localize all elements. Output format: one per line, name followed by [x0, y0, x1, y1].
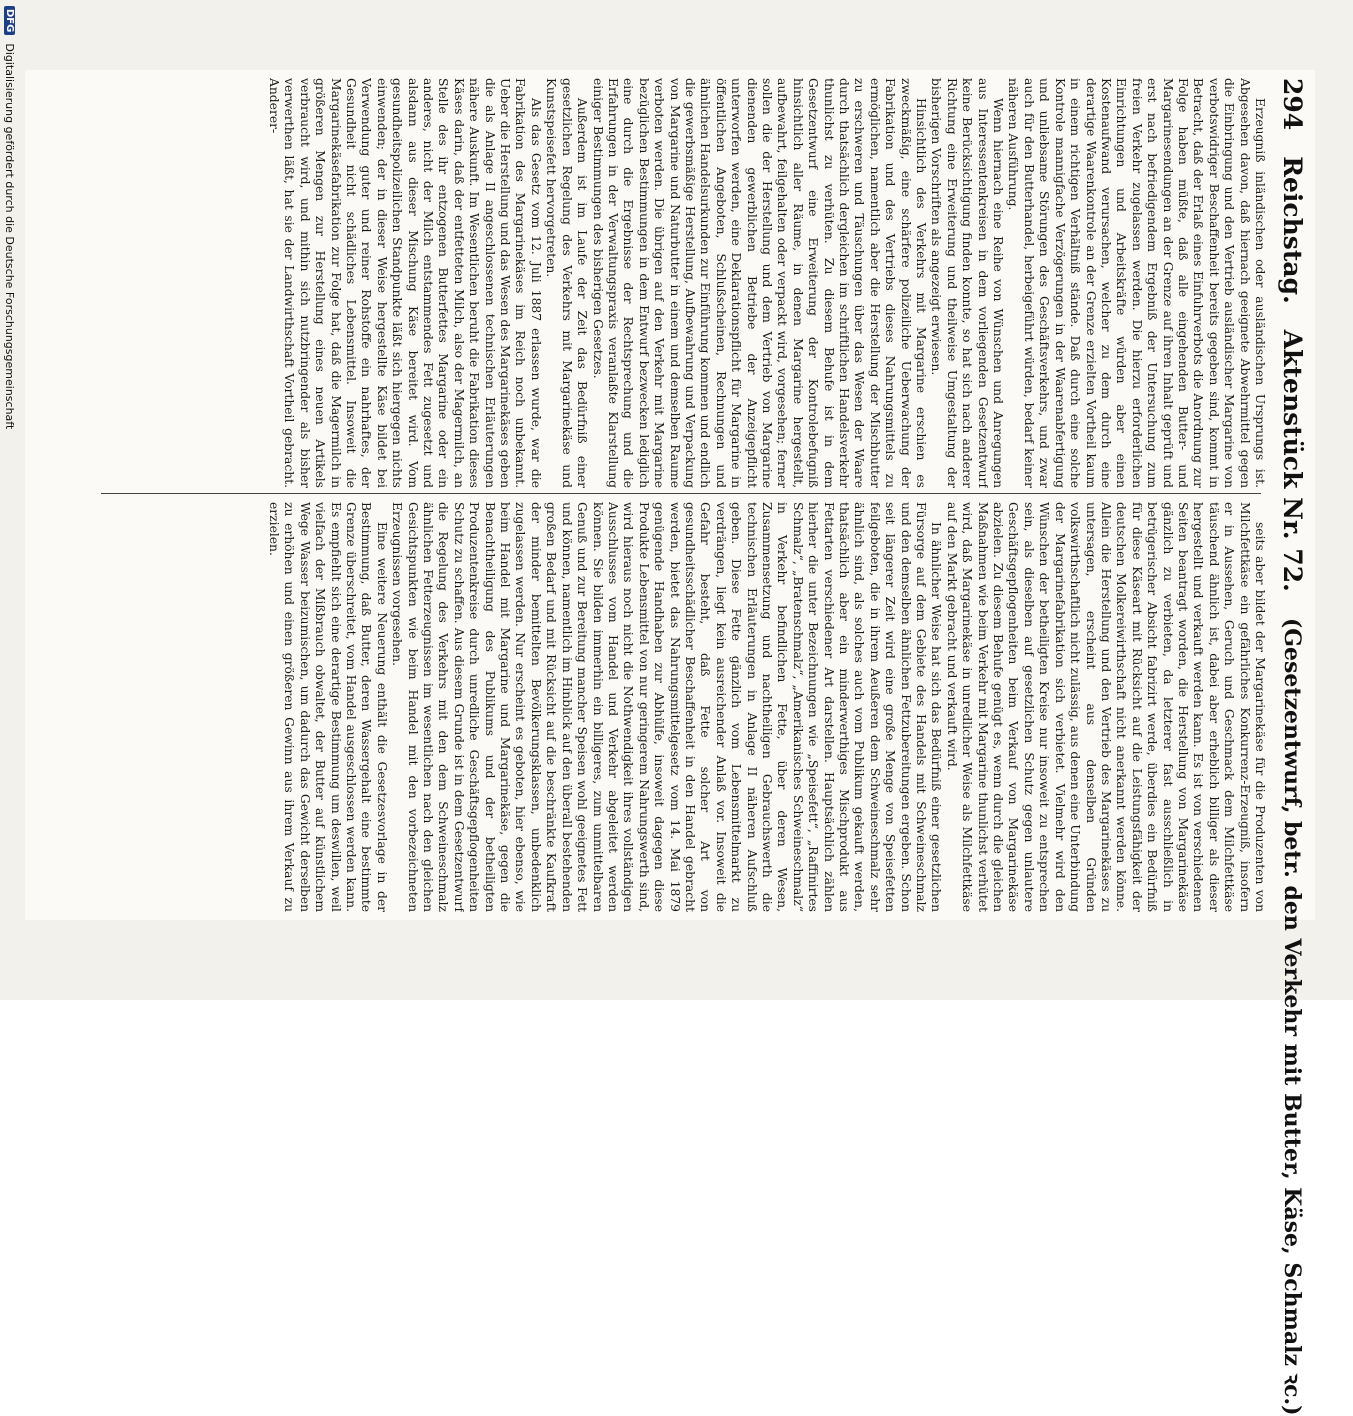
column-divider — [101, 493, 1261, 494]
page-number: 294 — [1278, 78, 1308, 131]
digitization-credit — [0, 0, 19, 1006]
paragraph: Erzeugniß inländischen oder ausländischen Ursprungs ist. Abgesehen davon, daß hiernach geeignete Abwehrmittel gegen die Einbringung und den Vertrieb ausländischer Margarine von verbotswidriger Beschaffenheit bereits gegeben sind, kommt in Betracht, daß der Erlaß eines Einfuhrverbots die Anordnung zur Folge haben müßte, daß alle eingehenden Butter- und Margarinesendungen an der Grenze auf ihren Inhalt geprüft und erst nach befriedigendem Ergebniß der Untersuchung zum freien Verkehr zugelassen werden. Die hierzu erforderlichen Einrichtungen und Arbeitskräfte würden aber einen Kostenaufwand verursachen, welcher zu dem durch eine derartige Waarenkontrole an der Grenze erzielten Vortheil kaum in einem richtigen Verhältniß stände. Daß durch eine solche Kontrole mannigfache Verzögerungen in der Waarenabfertigung und unliebsame Störungen des Geschäftsverkehrs, und zwar auch für den Butterhandel, herbeigeführt würden, bedarf keiner näheren Ausführung. — [1006, 78, 1267, 488]
paragraph: Als das Gesetz vom 12. Juli 1887 erlassen wurde, war die Fabrikation des Margarinekäses im Reich noch unbekannt. Ueber die Herstellung und das Wesen des Margarinekäses geben die als Anlage II angeschlossenen technischen Erläuterungen nähere Auskunft. Im Wesentlichen beruht die Fabrikation dieses Käses darin, daß der entfetteten Milch, also der Magermilch, an Stelle des ihr entzogenen Butterfettes Margarine oder ein anderes, nicht der Milch entstammendes Fett zugesetzt und alsdann aus dieser Mischung Käse bereitet wird. Vom gesundheitspolizeilichen Standpunkte läßt sich hiergegen nichts einwenden; der in dieser Weise hergestellte Käse bildet bei Verwendung guter und reiner Rohstoffe ein nahrhaftes, der Gesundheit nicht schädliches Lebensmittel. Insoweit die Margarinekäsefabrikation zur Folge hat, daß die Magermilch in größeren Mengen zur Herstellung eines neuen Artikels verbraucht wird, und mithin sich nutzbringender als bisher verwerthen läßt, hat sie der Landwirthschaft Vortheil gebracht. Anderer- — [267, 78, 543, 488]
document-subject: (Gesetzentwurf, betr. den Verkehr mit Butter, Käse, Schmalz ꝛc.) — [1279, 617, 1305, 1416]
dfg-logo: DFG — [4, 6, 15, 35]
right-text-column — [27, 502, 1267, 912]
paragraph: Hinsichtlich des Verkehrs mit Margarine erschien es zweckmäßig, eine schärfere polizeiliche Ueberwachung der Fabrikation und des Vertriebs dieses Nahrungsmittels zu ermöglichen, namentlich aber die Herstellung der Mischbutter zu erschweren und Täuschungen über das Wesen der Waare durch thatsächlich dergleichen im schriftlichen Handelsverkehr thunlichst zu verhüten. Zu diesem Behufe ist in dem Gesetzentwurf eine Erweiterung der Kontrolebefugniß hinsichtlich aller Räume, in denen Margarine hergestellt, aufbewahrt, feilgehalten oder verpackt wird, vorgesehen; ferner sollen die der Herstellung und dem Vertrieb von Margarine dienenden gewerblichen Betriebe der Anzeigepflicht unterworfen werden, eine Deklarationspflicht für Margarine in öffentlichen Angeboten, Schlußscheinen, Rechnungen und ähnlichen Handelsurkunden zur Einführung kommen und endlich die gewerbsmäßige Herstellung, Aufbewahrung und Verpackung von Margarine und Naturbutter in einem und demselben Raume verboten werden. Die übrigen auf den Verkehr mit Margarine bezüglichen Bestimmungen in dem Entwurf bezwecken lediglich eine durch die Ergebnisse der Rechtsprechung und die Erfahrungen in der Verwaltungspraxis veranlaßte Klarstellung einiger Bestimmungen des bisherigen Gesetzes. — [590, 78, 929, 488]
paragraph: In ähnlicher Weise hat sich das Bedürfniß einer gesetzlichen Fürsorge auf dem Gebiete des Handels mit Schweineschmalz und den demselben ähnlichen Fettzubereitungen ergeben. Schon seit längerer Zeit wird eine große Menge von Speisefetten feilgeboten, die in ihrem Aeußeren dem Schweineschmalz sehr ähnlich sind, als solches auch vom Publikum gekauft werden, thatsächlich aber ein minderwerthiges Mischprodukt aus Fettarten verschiedener Art darstellen. Hauptsächlich zählen hierher die unter Bezeichnungen wie „Speisefett“, „Raffinirtes Schmalz“, „Bratenschmalz“, „Amerikanisches Schweineschmalz“ in Verkehr befindlichen Fette, über deren Wesen, Zusammensetzung und nachtheiligen Gebrauchswerth die technischen Erläuterungen in Anlage II näheren Aufschluß geben. Diese Fette gänzlich vom Lebensmittelmarkt zu verdrängen, liegt kein ausreichender Anlaß vor. Insoweit die Gefahr besteht, daß Fette solcher Art von gesundheitsschädlicher Beschaffenheit in den Handel gebracht werden, bietet das Nahrungsmittelgesetz vom 14. Mai 1879 genügende Handhaben zur Abhülfe, insoweit dagegen diese Produkte Lebensmittel von nur geringerem Nahrungswerth sind, wird hieraus noch nicht die Nothwendigkeit ihres vollständigen Ausschlusses vom Handel und Verkehr abgeleitet werden können. Sie bilden immerhin ein billigeres, zum unmittelbaren Genuß und zur Bereitung mancher Speisen wohl geeignetes Fett und können, namentlich im Hinblick auf den überall bestehenden großen Bedarf und mit Rücksicht auf die beschränkte Kaufkraft der minder bemittelten Bevölkerungsklassen, unbedenklich zugelassen werden. Nur erscheint es geboten, hier ebenso, wie beim Handel mit Margarine und Margarinekäse, gegen die Benachtheiligung des Publikums und der betheiligten Produzentenkreise durch unredliche Geschäftsgepflogenheiten Schutz zu schaffen. Aus diesem Grunde ist in dem Gesetzentwurf die Regelung des Verkehrs mit den dem Schweineschmalz ähnlichen Fetterzeugnissen im wesentlichen nach den gleichen Gesichtspunkten wie beim Handel mit den vorbezeichneten Erzeugnissen vorgesehen. — [390, 502, 944, 912]
section-title: Reichstag. — [1278, 156, 1308, 304]
credit-text: Digitalisierung gefördert durch die Deutsche Forschungsgemeinschaft — [3, 43, 16, 430]
paragraph: Außerdem ist im Laufe der Zeit das Bedürfniß einer gesetzlichen Regelung des Verkehrs mit Margarinekäse und Kunstspeisefett hervorgetreten. — [544, 78, 590, 488]
left-text-column — [27, 78, 1267, 488]
document-number: Aktenstück Nr. 72. — [1278, 329, 1308, 592]
paragraph: seits aber bildet der Margarinekäse für die Produzenten von Milchfettkäse ein gefährliches Konkurrenz-Erzeugniß, insofern er in Aussehen, Geruch und Geschmack dem Milchfettkäse täuschend ähnlich ist, dabei aber erheblich billiger als dieser hergestellt und verkauft werden kann. Es ist von verschiedenen Seiten beantragt worden, die Herstellung von Margarinekäse gänzlich zu verbieten, da letzterer fast ausschließlich in betrügerischer Absicht fabrizirt werde, überdies ein Bedürfniß für diese Käseart mit Rücksicht auf die Leistungsfähigkeit der deutschen Molkereiwirthschaft nicht anerkannt werden könne. Allein die Herstellung und den Vertrieb des Margarinekäses zu untersagen, erscheint aus denselben Gründen volkswirthschaftlich nicht zulässig, aus denen eine Unterbindung der Margarinefabrikation sich verbietet. Vielmehr wird den Wünschen der betheiligten Kreise nur insoweit zu entsprechen sein, als dieselben auf gesetzlichen Schutz gegen unlautere Geschäftsgepflogenheiten beim Verkauf von Margarinekäse abzielen. Zu diesem Behufe genügt es, wenn durch die gleichen Maßnahmen wie beim Verkehr mit Margarine thunlichst verhütet wird, daß Margarinekäse in unredlicher Weise als Milchfettkäse auf den Markt gebracht und verkauft wird. — [944, 502, 1267, 912]
paragraph: Eine weitere Neuerung enthält die Gesetzesvorlage in der Bestimmung, daß Butter, deren Wassergehalt eine bestimmte Grenze überschreitet, vom Handel ausgeschlossen werden kann. Es empfiehlt sich eine derartige Bestimmung um deswillen, weil vielfach der Mißbrauch obwaltet, der Butter auf künstlichem Wege Wasser beizumischen, um dadurch das Gewicht derselben zu erhöhen und einen größeren Gewinn aus ihrem Verkauf zu erzielen. — [267, 502, 389, 912]
page-header — [1273, 78, 1313, 1416]
paragraph: Wenn hiernach eine Reihe von Wünschen und Anregungen aus Interessentenkreisen in dem vorliegenden Gesetzentwurf keine Berücksichtigung finden konnte, so hat sich nach anderer Richtung eine Erweiterung und theilweise Umgestaltung der bisherigen Vorschriften als angezeigt erwiesen. — [929, 78, 1006, 488]
